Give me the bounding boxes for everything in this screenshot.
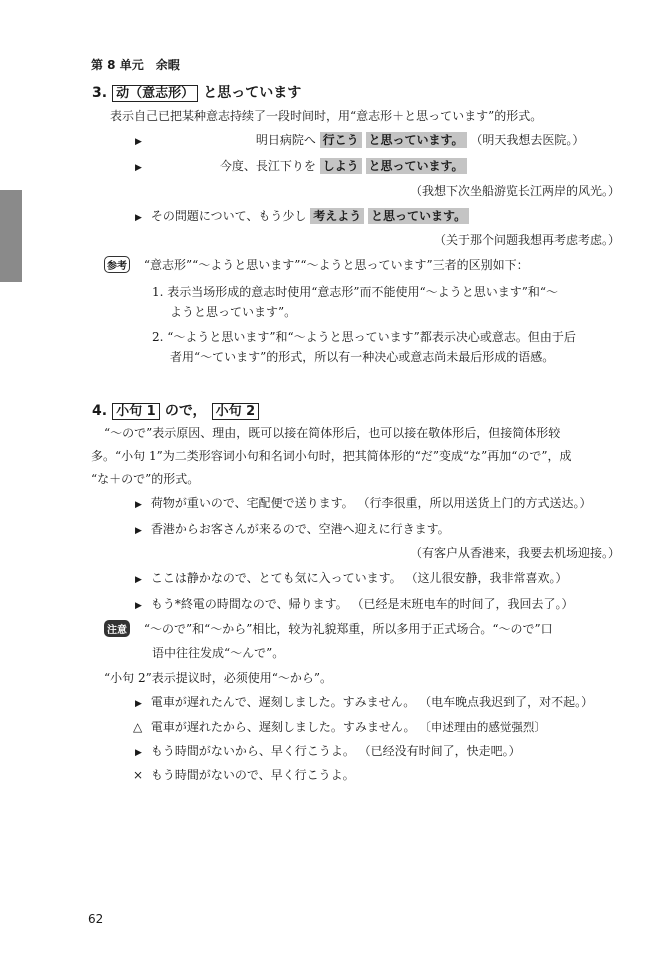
example-lead: 明日病院へ — [255, 133, 316, 147]
example-text: 電車が遅れたから、遅刻しました。すみません。 — [150, 720, 416, 734]
clause-2-box: 小句 2 — [212, 403, 260, 420]
bullet-triangle-icon: ▶ — [135, 601, 142, 611]
example-text: 香港からお客さんが来るので、空港へ迎えに行きます。 — [150, 522, 450, 536]
example-row — [135, 157, 467, 174]
example-translation: （关于那个问题我想再考虑考虑。） — [433, 233, 620, 247]
example-text: 荷物が重いので、宅配便で送ります。 — [150, 496, 354, 510]
example-comment: 〔申述理由的感觉强烈〕 — [419, 720, 546, 734]
example-translation: （已经没有时间了，快走吧。） — [358, 744, 521, 758]
unit-header: 第 8 单元 余暇 — [91, 58, 180, 72]
note-text-cont: 者用“～ています”的形式，所以有一种决心或意志尚未最后形成的语感。 — [170, 350, 555, 364]
example-translation: （这儿很安静，我非常喜欢。） — [405, 571, 568, 585]
bullet-triangle-icon: ▶ — [135, 137, 142, 147]
example-row — [135, 207, 469, 224]
cross-icon: × — [133, 768, 144, 782]
note-number: 1. — [152, 285, 164, 299]
note-number: 2. — [152, 330, 164, 344]
comparison-row — [133, 718, 546, 735]
note-text: “～ようと思います”和“～ようと思っています”都表示决心或意志。但由于后 — [167, 330, 576, 344]
caution-label: 注意 — [104, 620, 130, 637]
note-item — [152, 283, 558, 300]
caution-text-cont: 语中往往发成“～んで”。 — [152, 646, 285, 660]
volitional-form: 考えよう — [310, 208, 364, 224]
reference-note — [104, 256, 529, 273]
bullet-triangle-icon: ▶ — [135, 163, 142, 173]
reference-intro: “意志形”“～ようと思います”“～ようと思っています”三者的区别如下： — [143, 258, 529, 272]
example-lead: 今度、長江下りを — [219, 159, 316, 173]
example-translation: （行李很重，所以用送货上门的方式送达。） — [357, 496, 592, 510]
example-translation: （电车晚点我迟到了，对不起。） — [419, 695, 594, 709]
note-item — [152, 328, 576, 345]
caution-note — [104, 620, 553, 637]
example-translation: （明天我想去医院。） — [470, 133, 585, 147]
section-3-title: と思っています — [203, 85, 302, 101]
example-translation: （我想下次坐船游览长江两岸的风光。） — [409, 184, 620, 198]
note-text: 表示当场形成的意志时使用“意志形”而不能使用“～ようと思います”和“～ — [167, 285, 558, 299]
example-text: もう時間がないので、早く行こうよ。 — [150, 768, 355, 782]
note-text-cont: ようと思っています”。 — [170, 305, 297, 319]
example-translation: （有客户从香港来，我要去机场迎接。） — [409, 546, 620, 560]
section-4-connector: ので， — [164, 403, 207, 419]
comparison-row — [133, 766, 355, 783]
bullet-triangle-icon: ▶ — [135, 500, 142, 510]
example-row — [135, 131, 584, 148]
to-omotteimasu: と思っています。 — [366, 158, 467, 174]
example-row — [135, 569, 567, 586]
comparison-row — [135, 742, 521, 759]
example-text: ここは静かなので、とても気に入っています。 — [150, 571, 402, 585]
clause-1-box: 小句 1 — [112, 403, 160, 420]
example-row — [135, 494, 591, 511]
section-3-intro: 表示自己已把某种意志持续了一段时间时，用“意志形＋と思っています”的形式。 — [110, 109, 543, 123]
volitional-form: 行こう — [320, 132, 362, 148]
clause-2-note: “小句 2”表示提议时，必须使用“～から”。 — [104, 671, 332, 685]
page-number: 62 — [88, 912, 104, 926]
bullet-triangle-icon: ▶ — [135, 699, 142, 709]
caution-text: “～ので”和“～から”相比，较为礼貌郑重，所以多用于正式场合。“～ので”口 — [143, 622, 553, 636]
comparison-row — [135, 693, 593, 710]
section-3-heading — [92, 82, 301, 102]
section-4-para-line: 多。“小句 1”为二类形容词小句和名词小句时，把其简体形的“だ”变成“な”再加“ので”，成 — [91, 449, 572, 463]
bullet-triangle-icon: ▶ — [135, 575, 142, 585]
section-3-number: 3. — [92, 85, 108, 101]
bullet-triangle-icon: ▶ — [135, 748, 142, 758]
side-tab-marker — [0, 190, 22, 282]
volitional-form: しよう — [320, 158, 362, 174]
triangle-outline-icon: △ — [133, 720, 143, 734]
section-4-para-line: “な＋ので”的形式。 — [91, 472, 200, 486]
bullet-triangle-icon: ▶ — [135, 213, 142, 223]
example-lead: その問題について、もう少し — [150, 209, 307, 223]
section-4-para-line: “～ので”表示原因、理由，既可以接在简体形后，也可以接在敬体形后，但接简体形较 — [104, 426, 561, 440]
section-4-number: 4. — [92, 403, 108, 419]
to-omotteimasu: と思っています。 — [368, 208, 469, 224]
section-4-heading — [92, 400, 259, 420]
example-text: もう時間がないから、早く行こうよ。 — [150, 744, 355, 758]
example-text: 電車が遅れたんで、遅刻しました。すみません。 — [150, 695, 416, 709]
example-translation: （已经是末班电车的时间了，我回去了。） — [351, 597, 574, 611]
example-text: もう*終電の時間なので、帰ります。 — [150, 597, 348, 611]
section-3-box: 动（意志形） — [112, 85, 198, 102]
example-row — [135, 595, 573, 612]
to-omotteimasu: と思っています。 — [366, 132, 467, 148]
reference-label: 参考 — [104, 256, 130, 273]
bullet-triangle-icon: ▶ — [135, 526, 142, 536]
example-row — [135, 520, 450, 537]
